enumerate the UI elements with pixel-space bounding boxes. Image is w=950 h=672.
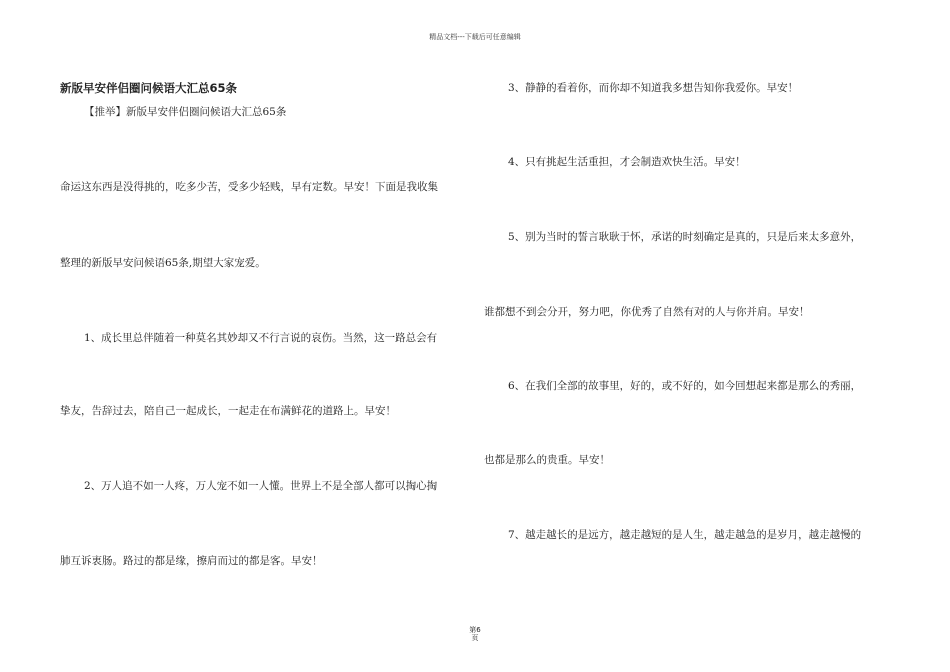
item-4: 4、只有挑起生活重担，才会制造欢快生活。早安！ (508, 156, 746, 168)
item-6-line-2: 也都是那么的贵重。早安！ (484, 454, 610, 466)
page-number-prefix: 第6 (469, 626, 481, 634)
recommend-line: 【推举】新版早安伴侣圈问候语大汇总65条 (84, 106, 287, 118)
page-number (465, 626, 485, 642)
item-5-line-1: 5、别为当时的誓言耿耿于怀，承诺的时刻确定是真的，只是后来太多意外， (508, 231, 862, 243)
item-2-line-2: 肺互诉衷肠。路过的都是缘，擦肩而过的都是客。早安！ (60, 555, 323, 567)
page-number-suffix: 页 (471, 634, 479, 642)
item-6-line-1: 6、在我们全部的故事里，好的，或不好的，如今回想起来都是那么的秀丽， (508, 380, 862, 392)
article-title: 新版早安伴侣圈问候语大汇总65条 (60, 81, 238, 95)
item-5-line-2: 谁都想不到会分开，努力吧，你优秀了自然有对的人与你并肩。早安！ (484, 306, 810, 318)
item-1-line-2: 挚友，告辞过去，陪自己一起成长，一起走在布满鲜花的道路上。早安！ (60, 405, 396, 417)
intro-line-1: 命运这东西是没得挑的，吃多少苦，受多少轻贱，早有定数。早安！下面是我收集 (60, 181, 438, 193)
item-1-line-1: 1、成长里总伴随着一种莫名其妙却又不行言说的哀伤。当然，这一路总会有 (84, 332, 438, 344)
page-header: 精品文档---下载后可任意编辑 (429, 33, 521, 41)
item-3: 3、静静的看着你，而你却不知道我多想告知你我爱你。早安！ (508, 82, 799, 94)
item-7-line-1: 7、越走越长的是远方，越走越短的是人生，越走越急的是岁月，越走越慢的 (508, 529, 862, 541)
item-2-line-1: 2、万人追不如一人疼，万人宠不如一人懂。世界上不是全部人都可以掏心掏 (84, 480, 438, 492)
intro-line-2: 整理的新版早安问候语65条,期望大家宠爱。 (60, 257, 266, 269)
